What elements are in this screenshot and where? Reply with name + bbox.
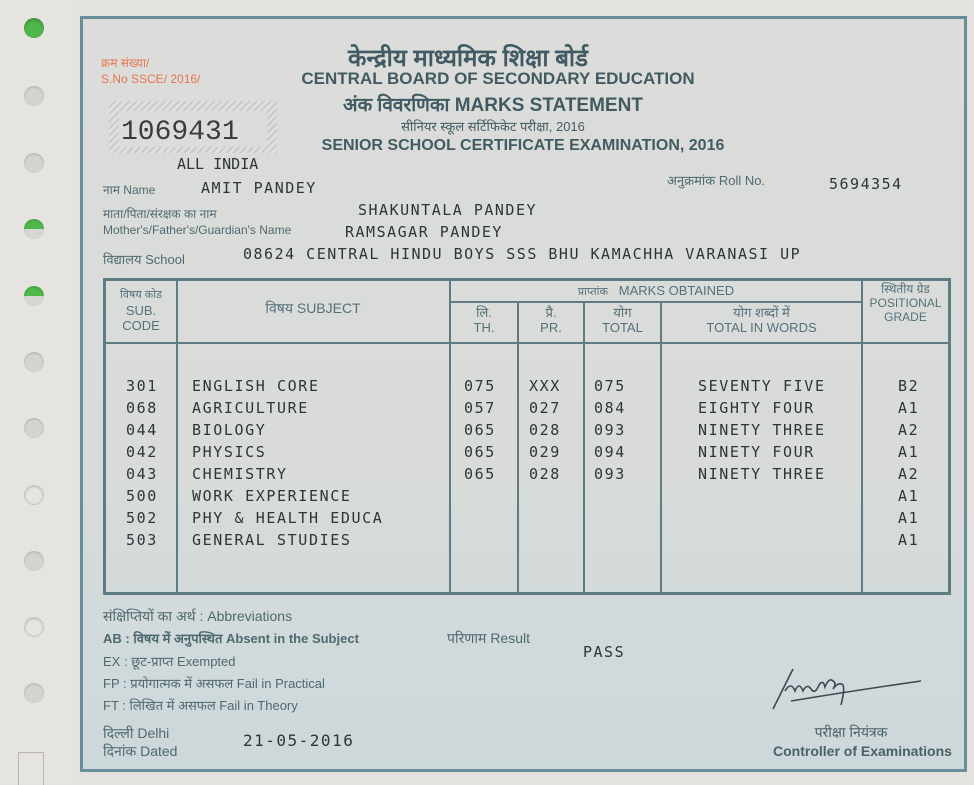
abbreviations-title: संक्षिप्तियों का अर्थ : Abbreviations xyxy=(103,608,293,624)
exam-name-hindi: सीनियर स्कूल सर्टिफिकेट परीक्षा, 2016 xyxy=(401,119,585,134)
punch-hole xyxy=(24,153,44,173)
punch-hole xyxy=(24,219,44,239)
place-dated-label: दिल्ली Delhi दिनांक Dated xyxy=(103,725,178,759)
document-title: अंक विवरणिका MARKS STATEMENT xyxy=(343,95,643,116)
region: ALL INDIA xyxy=(177,155,259,173)
student-name: AMIT PANDEY xyxy=(201,179,317,197)
signature xyxy=(763,661,933,721)
table-row: 068 AGRICULTURE 057 027 084 EIGHTY FOUR A1 xyxy=(126,399,920,417)
parent-label: Mother's/Father's/Guardian's Name xyxy=(103,223,292,237)
table-row: 043 CHEMISTRY 065 028 093 NINETY THREE A2 xyxy=(126,465,920,483)
result-value: PASS xyxy=(583,643,626,661)
signatory-title-hindi: परीक्षा नियंत्रक xyxy=(814,724,888,740)
roll-label: अनुक्रमांक Roll No. xyxy=(667,173,766,188)
serial-label-hi: क्रम संख्या/ xyxy=(101,56,150,70)
table-row: 500 WORK EXPERIENCE A1 xyxy=(126,487,920,505)
punch-hole xyxy=(24,86,44,106)
header-total: योग TOTAL xyxy=(602,305,643,335)
header-theory: लि. TH. xyxy=(473,305,495,335)
table-row: 044 BIOLOGY 065 028 093 NINETY THREE A2 xyxy=(126,421,920,439)
header-positional-grade: स्थितीय ग्रेड POSITIONAL GRADE xyxy=(869,282,942,324)
header-practical: प्रै. PR. xyxy=(540,305,562,335)
serial-label xyxy=(101,55,200,87)
board-name-hindi: केन्द्रीय माध्यमिक शिक्षा बोर्ड xyxy=(348,45,588,72)
result-label: परिणाम Result xyxy=(447,630,530,646)
abbr-fail-theory: FT : लिखित में असफल Fail in Theory xyxy=(103,698,298,713)
punch-hole xyxy=(24,418,44,438)
header-total-in-words: योग शब्दों में TOTAL IN WORDS xyxy=(706,305,817,335)
table-row: 502 PHY & HEALTH EDUCA A1 xyxy=(126,509,920,527)
exam-name: SENIOR SCHOOL CERTIFICATE EXAMINATION, 2016 xyxy=(321,137,725,154)
board-name: CENTRAL BOARD OF SECONDARY EDUCATION xyxy=(301,69,695,88)
school-label: विद्यालय School xyxy=(103,252,185,267)
abbr-fail-practical: FP : प्रयोगात्मक में असफल Fail in Practical xyxy=(103,676,325,691)
marks-table xyxy=(103,278,951,595)
marks-statement xyxy=(80,16,967,772)
punch-hole xyxy=(24,485,44,505)
header-sub-code: विषय कोड SUB. CODE xyxy=(120,289,162,333)
issue-date: 21-05-2016 xyxy=(243,731,355,750)
abbr-exempted: EX : छूट-प्राप्त Exempted xyxy=(103,654,236,669)
punch-hole xyxy=(24,551,44,571)
table-row: 503 GENERAL STUDIES A1 xyxy=(126,531,920,549)
roll-number: 5694354 xyxy=(829,175,903,193)
punch-hole xyxy=(24,286,44,306)
serial-label-en: S.No SSCE/ 2016/ xyxy=(101,72,201,86)
signatory-title: Controller of Examinations xyxy=(773,743,952,759)
punch-hole xyxy=(24,18,44,38)
school-name: 08624 CENTRAL HINDU BOYS SSS BHU KAMACHHA VARANASI UP xyxy=(243,245,802,263)
punch-hole xyxy=(24,352,44,372)
header-subject: विषय SUBJECT xyxy=(265,300,361,316)
abbr-absent: AB : विषय में अनुपस्थित Absent in the Subject xyxy=(103,631,359,646)
serial-number: 1069431 xyxy=(121,117,239,148)
punch-hole xyxy=(24,683,44,703)
parent-label-hindi: माता/पिता/संरक्षक का नाम xyxy=(103,207,217,221)
mother-name: SHAKUNTALA PANDEY xyxy=(358,201,538,219)
name-label: नाम Name xyxy=(103,183,156,197)
binder-square xyxy=(18,752,44,785)
table-row: 042 PHYSICS 065 029 094 NINETY FOUR A1 xyxy=(126,443,920,461)
header-marks-obtained: प्राप्तांक MARKS OBTAINED xyxy=(577,283,735,298)
table-row: 301 ENGLISH CORE 075 XXX 075 SEVENTY FIVE B2 xyxy=(126,377,920,395)
binder-strip xyxy=(0,0,78,784)
father-name: RAMSAGAR PANDEY xyxy=(345,223,503,241)
punch-hole xyxy=(24,617,44,637)
